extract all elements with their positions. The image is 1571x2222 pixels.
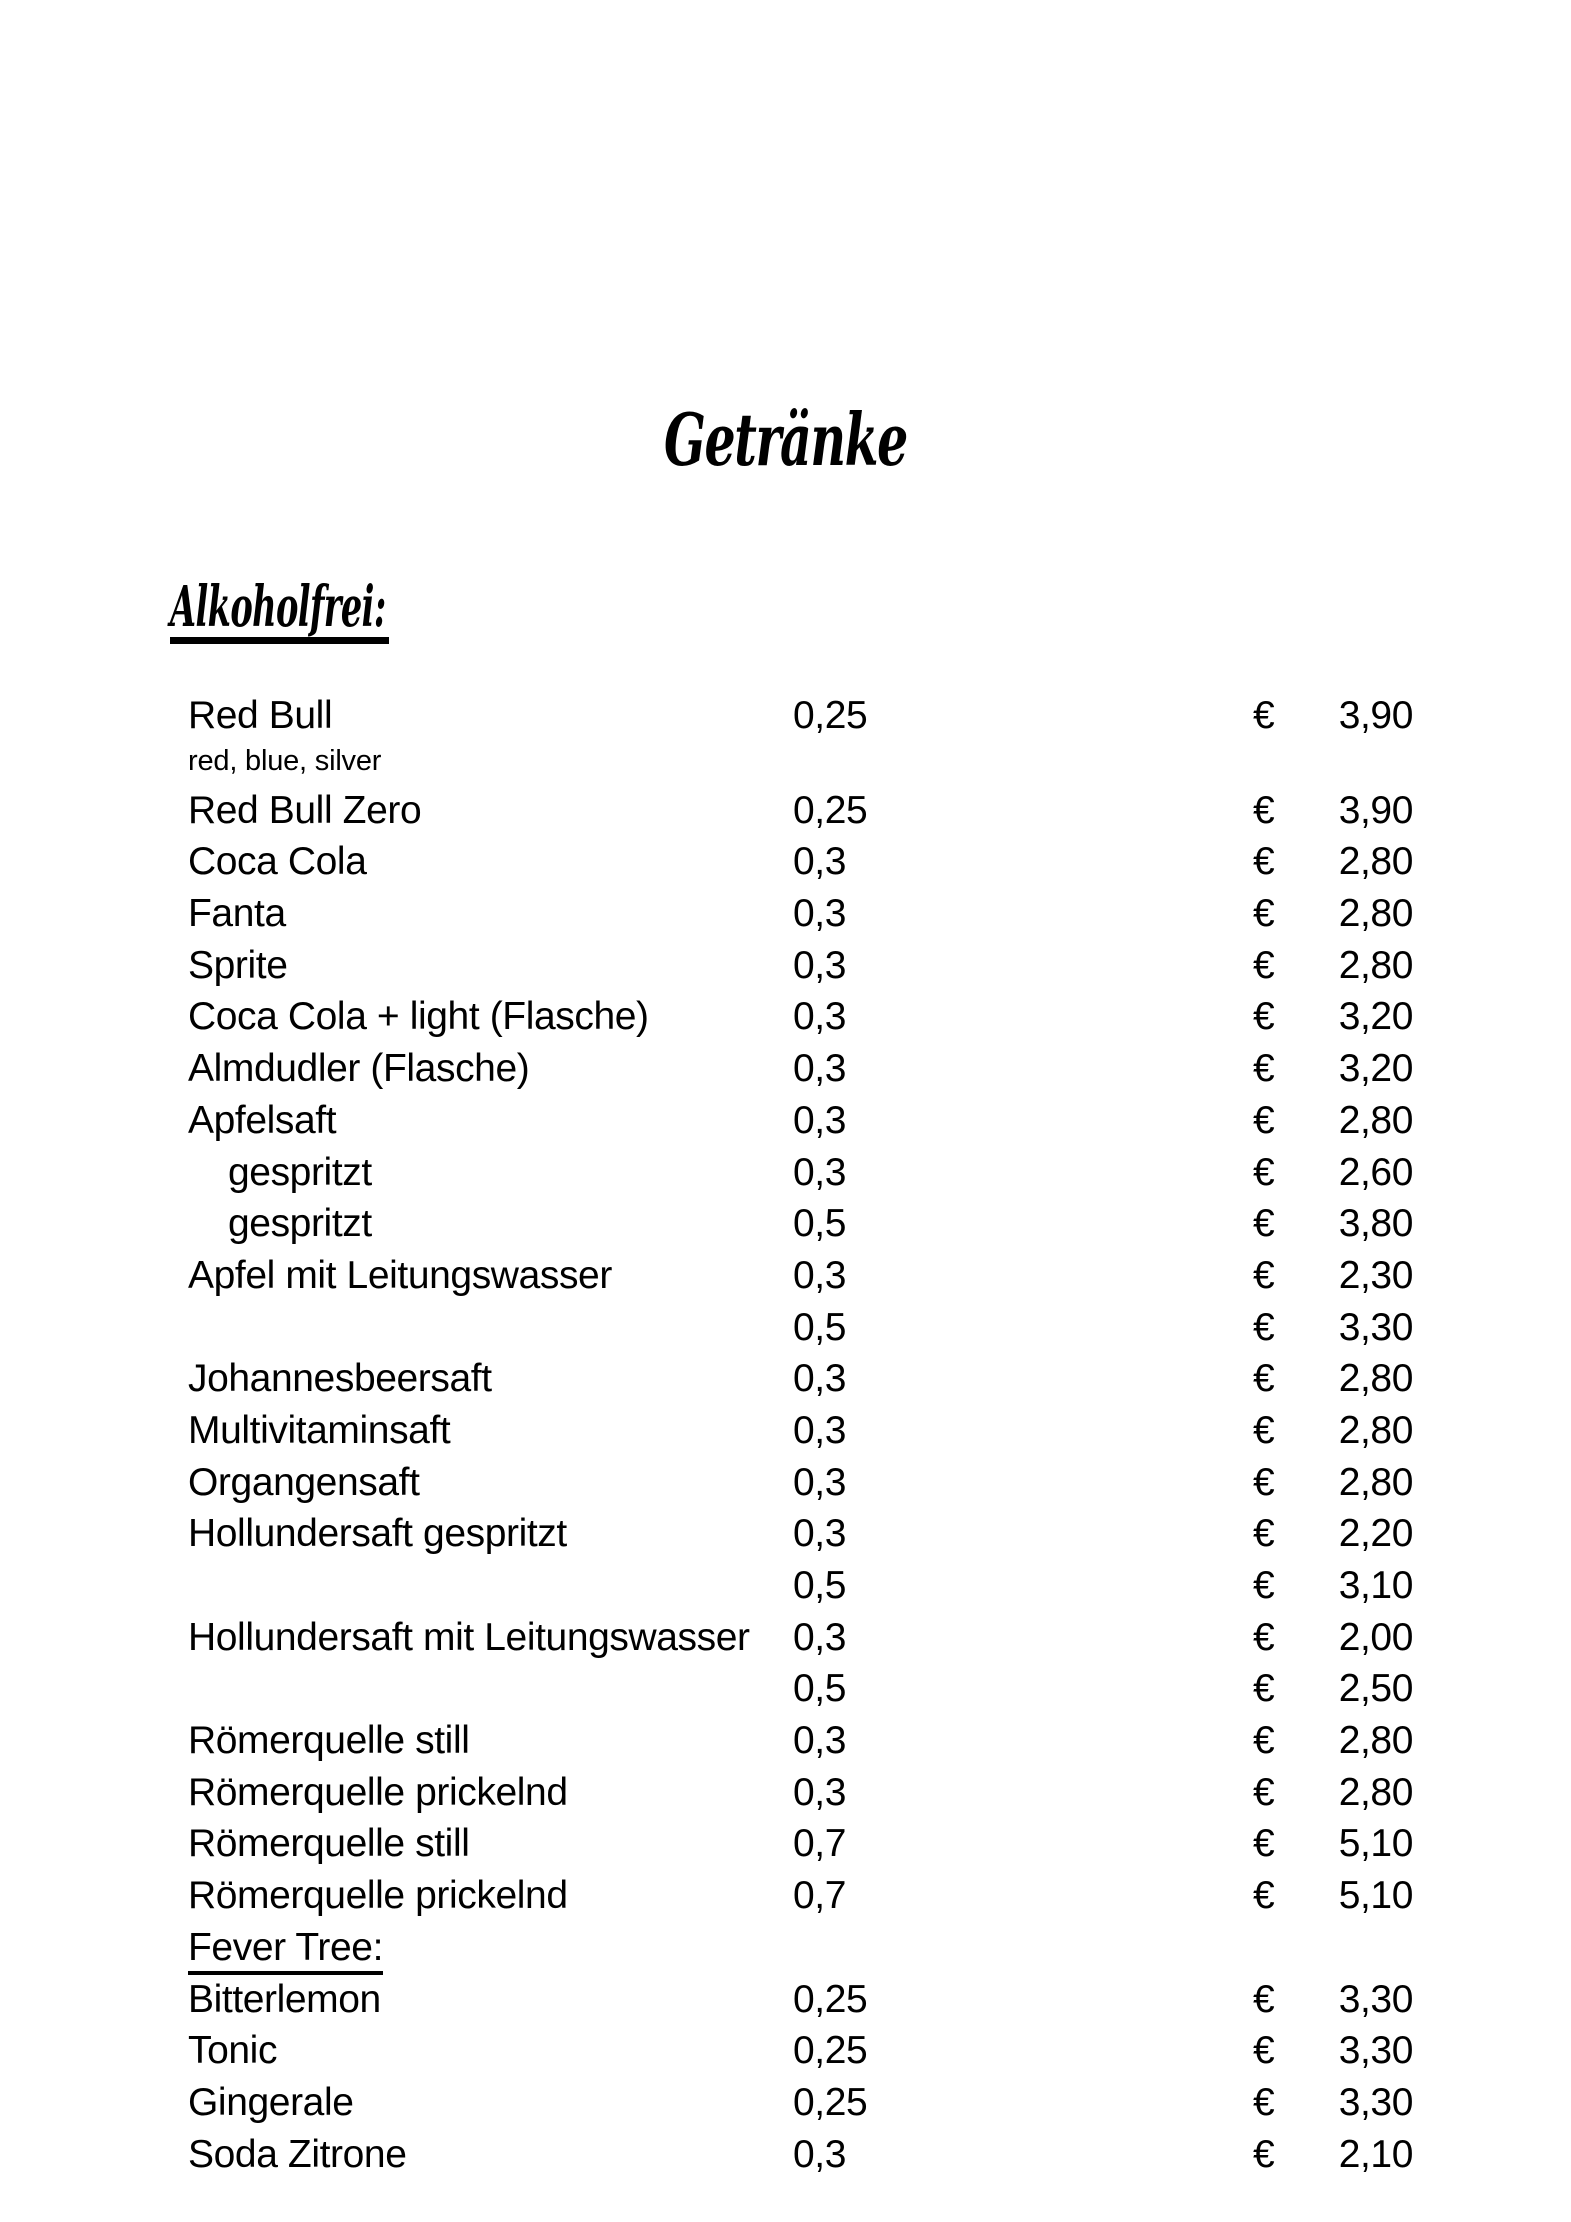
item-size: 0,3 bbox=[793, 1408, 847, 1452]
subheader-label: Fever Tree: bbox=[188, 1926, 383, 1975]
item-name: Multivitaminsaft bbox=[188, 1408, 451, 1452]
item-price: 3,20 bbox=[1338, 995, 1413, 1039]
item-size: 0,25 bbox=[793, 788, 868, 832]
item-size: 0,5 bbox=[793, 1564, 847, 1607]
item-price: 2,80 bbox=[1338, 943, 1413, 987]
menu-row bbox=[188, 1198, 1413, 1250]
item-name: Römerquelle still bbox=[188, 1719, 470, 1763]
item-size: 0,5 bbox=[793, 1202, 847, 1246]
currency-symbol: € bbox=[1253, 995, 1275, 1039]
item-size: 0,3 bbox=[793, 1460, 847, 1504]
item-size: 0,7 bbox=[793, 1822, 847, 1866]
item-name: Hollundersaft gespritzt bbox=[188, 1512, 567, 1556]
item-size: 0,3 bbox=[793, 1615, 847, 1659]
item-name bbox=[188, 1922, 793, 1975]
item-size: 0,3 bbox=[793, 2132, 847, 2176]
menu-row bbox=[188, 1095, 1413, 1147]
item-price: 2,80 bbox=[1338, 1098, 1413, 1142]
item-size: 0,25 bbox=[793, 694, 868, 737]
menu-row bbox=[188, 940, 1413, 992]
item-price: 3,30 bbox=[1338, 1305, 1413, 1349]
menu-row bbox=[188, 1405, 1413, 1457]
item-name: Tonic bbox=[188, 2029, 278, 2073]
item-price: 2,80 bbox=[1338, 1460, 1413, 1504]
menu-row bbox=[188, 1870, 1413, 1922]
currency-symbol: € bbox=[1253, 1150, 1275, 1194]
item-price: 2,80 bbox=[1338, 1357, 1413, 1401]
currency-symbol: € bbox=[1253, 2132, 1275, 2176]
currency-symbol: € bbox=[1253, 892, 1275, 936]
item-size: 0,5 bbox=[793, 1305, 847, 1349]
page-title: Getränke bbox=[664, 397, 907, 482]
item-price: 2,10 bbox=[1338, 2132, 1413, 2176]
section-heading: Alkoholfrei: bbox=[170, 581, 389, 644]
item-size: 0,3 bbox=[793, 1719, 847, 1763]
menu-row bbox=[188, 1663, 1413, 1715]
item-price: 2,30 bbox=[1338, 1253, 1413, 1297]
currency-symbol: € bbox=[1253, 1615, 1275, 1659]
item-size: 0,25 bbox=[793, 1977, 868, 2021]
item-price: 3,30 bbox=[1338, 2080, 1413, 2124]
currency-symbol: € bbox=[1253, 1822, 1275, 1866]
currency-symbol: € bbox=[1253, 1977, 1275, 2021]
item-size: 0,3 bbox=[793, 1357, 847, 1401]
item-price: 3,80 bbox=[1338, 1202, 1413, 1246]
item-size: 0,25 bbox=[793, 2029, 868, 2073]
item-name: Apfel mit Leitungswasser bbox=[188, 1253, 612, 1297]
item-price: 3,30 bbox=[1338, 1977, 1413, 2021]
currency-symbol: € bbox=[1253, 1202, 1275, 1246]
item-price: 3,90 bbox=[1338, 788, 1413, 832]
item-size: 0,25 bbox=[793, 2080, 868, 2124]
currency-symbol: € bbox=[1253, 1770, 1275, 1814]
item-price: 2,80 bbox=[1338, 1719, 1413, 1763]
item-name: Sprite bbox=[188, 943, 288, 987]
item-price: 3,30 bbox=[1338, 2029, 1413, 2073]
menu-row bbox=[188, 2129, 1413, 2181]
drink-list bbox=[188, 690, 1413, 2180]
menu-row bbox=[188, 1147, 1413, 1199]
item-size: 0,7 bbox=[793, 1874, 847, 1918]
menu-row bbox=[188, 1353, 1413, 1405]
item-name: Fanta bbox=[188, 892, 286, 936]
currency-symbol: € bbox=[1253, 2029, 1275, 2073]
item-price: 2,60 bbox=[1338, 1150, 1413, 1194]
item-price: 2,80 bbox=[1338, 840, 1413, 884]
currency-symbol: € bbox=[1253, 1098, 1275, 1142]
item-name bbox=[188, 1560, 793, 1612]
currency-symbol: € bbox=[1253, 1512, 1275, 1556]
item-size: 0,3 bbox=[793, 1150, 847, 1194]
currency-symbol: € bbox=[1253, 840, 1275, 884]
item-name: gespritzt bbox=[228, 1150, 372, 1194]
item-size: 0,3 bbox=[793, 1098, 847, 1142]
item-name bbox=[188, 1302, 793, 1354]
item-name bbox=[188, 1663, 793, 1715]
item-price: 5,10 bbox=[1338, 1822, 1413, 1866]
menu-row bbox=[188, 2025, 1413, 2077]
menu-row bbox=[188, 785, 1413, 837]
menu-row bbox=[188, 1612, 1413, 1664]
item-price: 2,80 bbox=[1338, 1770, 1413, 1814]
menu-row bbox=[188, 1818, 1413, 1870]
menu-row bbox=[188, 1560, 1413, 1612]
item-name: Gingerale bbox=[188, 2080, 354, 2124]
menu-row bbox=[188, 836, 1413, 888]
item-size: 0,5 bbox=[793, 1667, 847, 1711]
item-size: 0,3 bbox=[793, 1047, 847, 1091]
item-name: Red Bull Zero bbox=[188, 788, 422, 832]
item-price: 2,50 bbox=[1338, 1667, 1413, 1711]
currency-symbol: € bbox=[1253, 943, 1275, 987]
currency-symbol: € bbox=[1253, 1564, 1275, 1607]
section-heading-wrap bbox=[170, 574, 535, 644]
currency-symbol: € bbox=[1253, 2080, 1275, 2124]
item-name: Römerquelle prickelnd bbox=[188, 1770, 568, 1814]
currency-symbol: € bbox=[1253, 1253, 1275, 1297]
item-name: Bitterlemon bbox=[188, 1977, 381, 2021]
item-price: 2,00 bbox=[1338, 1615, 1413, 1659]
item-note: red, blue, silver bbox=[188, 744, 382, 777]
item-name: Coca Cola + light (Flasche) bbox=[188, 995, 649, 1039]
menu-row bbox=[188, 690, 1413, 742]
menu-row bbox=[188, 1922, 1413, 1974]
item-price: 2,80 bbox=[1338, 892, 1413, 936]
item-name: Coca Cola bbox=[188, 840, 367, 884]
item-name: Römerquelle still bbox=[188, 1822, 470, 1866]
menu-row bbox=[188, 1508, 1413, 1560]
item-name: gespritzt bbox=[228, 1202, 372, 1246]
item-size: 0,3 bbox=[793, 840, 847, 884]
item-size: 0,3 bbox=[793, 1512, 847, 1556]
item-size: 0,3 bbox=[793, 995, 847, 1039]
item-price: 3,90 bbox=[1338, 694, 1413, 737]
menu-row bbox=[188, 991, 1413, 1043]
item-price: 3,10 bbox=[1338, 1564, 1413, 1607]
item-name: Organgensaft bbox=[188, 1460, 420, 1504]
currency-symbol: € bbox=[1253, 1047, 1275, 1091]
item-price: 5,10 bbox=[1338, 1874, 1413, 1918]
menu-row bbox=[188, 1457, 1413, 1509]
menu-row bbox=[188, 1302, 1413, 1354]
item-size: 0,3 bbox=[793, 943, 847, 987]
menu-row bbox=[188, 1767, 1413, 1819]
menu-row bbox=[188, 1250, 1413, 1302]
item-size: 0,3 bbox=[793, 1253, 847, 1297]
item-name: Johannesbeersaft bbox=[188, 1357, 492, 1401]
item-price: 2,20 bbox=[1338, 1512, 1413, 1556]
item-name: Römerquelle prickelnd bbox=[188, 1874, 568, 1918]
item-name: Soda Zitrone bbox=[188, 2132, 407, 2176]
menu-row bbox=[188, 1715, 1413, 1767]
currency-symbol: € bbox=[1253, 1667, 1275, 1711]
currency-symbol: € bbox=[1253, 1460, 1275, 1504]
item-price: 2,80 bbox=[1338, 1408, 1413, 1452]
item-name: Almdudler (Flasche) bbox=[188, 1047, 530, 1091]
item-name: Hollundersaft mit Leitungswasser bbox=[188, 1615, 750, 1659]
currency-symbol: € bbox=[1253, 1408, 1275, 1452]
menu-row bbox=[188, 1974, 1413, 2026]
currency-symbol: € bbox=[1253, 788, 1275, 832]
currency-symbol: € bbox=[1253, 1305, 1275, 1349]
currency-symbol: € bbox=[1253, 694, 1275, 737]
item-name: Red Bull bbox=[188, 694, 333, 737]
currency-symbol: € bbox=[1253, 1874, 1275, 1918]
item-price: 3,20 bbox=[1338, 1047, 1413, 1091]
menu-row bbox=[188, 1043, 1413, 1095]
item-size: 0,3 bbox=[793, 892, 847, 936]
item-name: Apfelsaft bbox=[188, 1098, 337, 1142]
item-size: 0,3 bbox=[793, 1770, 847, 1814]
menu-row bbox=[188, 888, 1413, 940]
currency-symbol: € bbox=[1253, 1719, 1275, 1763]
menu-row bbox=[188, 2077, 1413, 2129]
currency-symbol: € bbox=[1253, 1357, 1275, 1401]
